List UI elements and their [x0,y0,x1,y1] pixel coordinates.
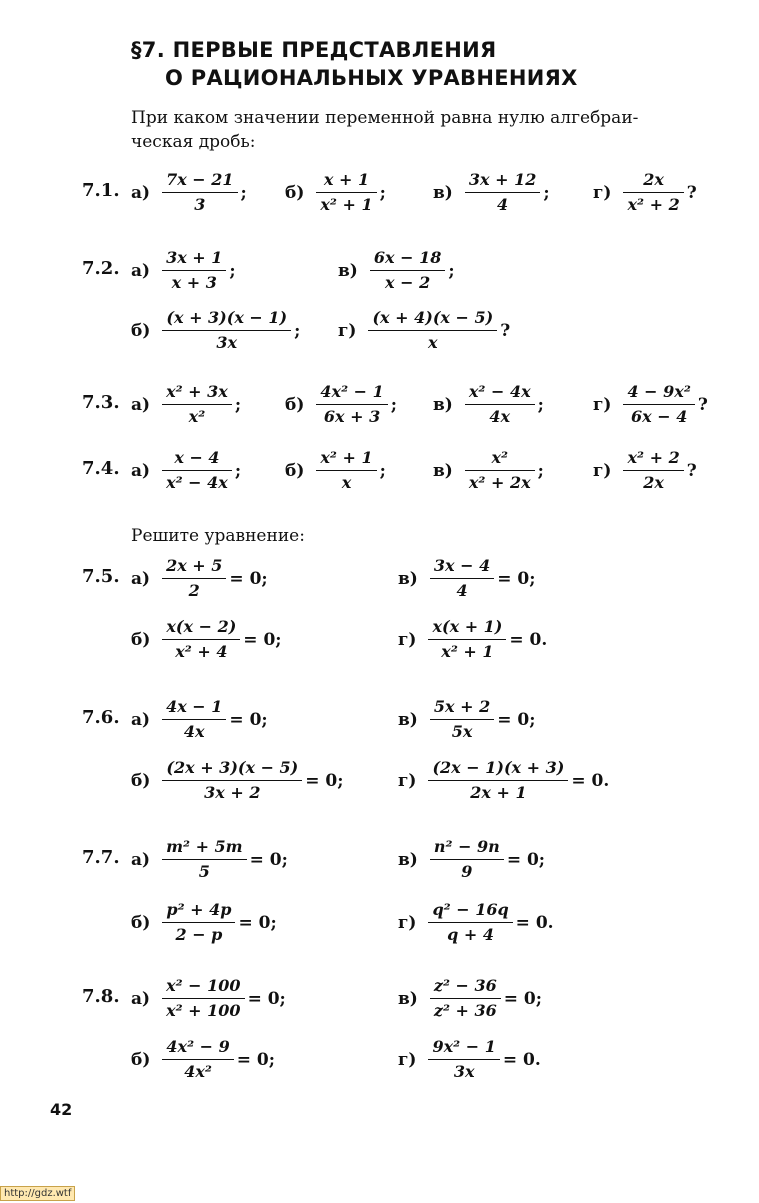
fraction [162,837,247,882]
fraction-numerator: x² + 2 [627,448,680,467]
item-label: б) [131,1049,151,1070]
fraction-denominator: 4 [465,192,540,215]
item-tail: ? [697,394,708,415]
exercise-item [131,900,277,945]
exercise-item [131,617,282,662]
item-tail: = 0; [503,988,543,1009]
fraction-denominator: x² + 1 [428,639,506,662]
exercise-item [433,448,544,493]
fraction [465,448,535,493]
problem-number: 7.8. [82,986,120,1007]
fraction [162,617,240,662]
item-tail: ; [234,394,242,415]
fraction-denominator: z² + 36 [430,998,501,1021]
exercise-item [593,448,697,493]
item-label: в) [338,260,358,281]
exercise-item [433,382,544,427]
item-label: а) [131,568,151,589]
section-title-line1: §7. ПЕРВЫЕ ПРЕДСТАВЛЕНИЯ [131,38,497,62]
item-tail: ; [543,182,550,203]
fraction-numerator: 3x + 1 [166,248,223,267]
exercise-item [131,697,268,742]
fraction-numerator: x(x + 1) [432,617,503,636]
fraction [430,697,494,742]
fraction-numerator: (x + 3)(x − 1) [166,308,288,327]
fraction [368,308,497,353]
fraction-denominator: 2 [162,578,226,601]
exercise-item [338,308,510,353]
problem-number: 7.7. [82,847,120,868]
fraction-numerator: 3x + 12 [468,170,537,189]
fraction-numerator: n² − 9n [433,837,500,856]
item-tail: ; [234,460,242,481]
problem-number: 7.5. [82,566,120,587]
fraction-numerator: 4x − 1 [166,697,223,716]
item-tail: ; [537,460,544,481]
exercise-item [338,248,455,293]
item-label: г) [398,770,417,791]
intro-text [131,106,638,154]
fraction [623,170,683,215]
fraction [316,170,376,215]
item-label: в) [433,182,453,203]
fraction-denominator: 2x [623,470,683,493]
fraction-denominator: x [316,470,376,493]
fraction [162,697,226,742]
item-label: б) [131,320,151,341]
fraction-numerator: x(x − 2) [166,617,237,636]
fraction [316,382,387,427]
fraction [316,448,376,493]
fraction [465,382,535,427]
exercise-item [131,556,268,601]
item-label: а) [131,709,151,730]
fraction-numerator: 7x − 21 [166,170,234,189]
item-label: б) [131,629,151,650]
exercise-item [285,382,397,427]
fraction-denominator: q + 4 [428,922,512,945]
fraction-denominator: x [368,330,497,353]
problem-number: 7.6. [82,707,120,728]
fraction-denominator: 5x [430,719,494,742]
fraction [370,248,445,293]
fraction [162,900,235,945]
item-tail: = 0; [497,709,536,730]
fraction [162,758,302,803]
exercise-item [131,976,286,1021]
exercise-item [131,837,288,882]
fraction-numerator: z² − 36 [433,976,497,995]
exercise-item [131,382,241,427]
fraction [430,976,501,1021]
fraction-numerator: x² [491,448,509,467]
item-label: б) [285,394,305,415]
fraction-numerator: 6x − 18 [373,248,442,267]
exercise-item [593,382,708,427]
fraction-denominator: 4 [430,578,494,601]
item-tail: ; [294,320,301,341]
item-tail: ; [229,260,236,281]
exercise-item [398,617,547,662]
exercise-item [131,170,247,215]
fraction-denominator: 3x + 2 [162,780,302,803]
item-tail: = 0; [506,849,546,870]
fraction-numerator: x² + 3x [166,382,228,401]
item-tail: = 0; [247,988,286,1009]
exercise-item [131,758,344,803]
item-label: а) [131,460,151,481]
problem-number: 7.1. [82,180,120,201]
fraction-denominator: x² + 4 [162,639,240,662]
item-tail: ; [240,182,247,203]
item-tail: ; [390,394,398,415]
fraction-denominator: 6x + 3 [316,404,387,427]
exercise-item [398,837,545,882]
section-title [131,36,578,92]
item-label: в) [433,394,453,415]
item-tail: = 0. [502,1049,541,1070]
fraction-denominator: x² + 2x [465,470,535,493]
item-tail: ? [500,320,511,341]
item-label: г) [593,460,612,481]
item-tail: = 0; [238,912,277,933]
intro-line: При каком значении переменной равна нулю алгебраи- [131,108,639,128]
fraction-denominator: 6x − 4 [623,404,694,427]
item-tail: = 0. [509,629,548,650]
exercise-item [398,697,536,742]
fraction [428,900,512,945]
fraction-denominator: x + 3 [162,270,226,293]
fraction-numerator: q² − 16q [432,900,509,919]
fraction [623,382,694,427]
fraction-numerator: (2x + 3)(x − 5) [166,758,299,777]
solve-heading: Решите уравнение: [131,526,305,546]
problem-number: 7.2. [82,258,120,279]
fraction [428,758,568,803]
item-label: г) [593,182,612,203]
fraction-denominator: 3x [162,330,291,353]
item-tail: = 0; [229,568,268,589]
item-tail: = 0; [249,849,288,870]
item-tail: = 0; [497,568,536,589]
fraction [162,170,237,215]
item-label: г) [338,320,357,341]
fraction-numerator: x − 4 [174,448,220,467]
fraction-denominator: 4x [162,719,226,742]
fraction-numerator: x + 1 [323,170,370,189]
fraction-numerator: m² + 5m [166,837,243,856]
item-label: в) [398,568,418,589]
item-label: в) [398,988,418,1009]
fraction [162,448,232,493]
item-label: б) [131,770,151,791]
fraction-denominator: 2 − p [162,922,235,945]
fraction-numerator: 4x² − 9 [166,1037,230,1056]
fraction-numerator: (x + 4)(x − 5) [372,308,494,327]
exercise-item [398,1037,541,1082]
fraction-numerator: 9x² − 1 [432,1037,496,1056]
problem-number: 7.3. [82,392,120,413]
fraction-denominator: x² + 1 [316,192,376,215]
fraction [162,976,245,1021]
fraction-numerator: p² + 4p [166,900,232,919]
watermark-link[interactable]: http://gdz.wtf [0,1186,75,1201]
item-label: б) [285,460,305,481]
item-label: г) [398,1049,417,1070]
fraction-denominator: 4x [465,404,535,427]
fraction-numerator: 5x + 2 [433,697,491,716]
fraction [430,556,494,601]
fraction [623,448,683,493]
problem-number: 7.4. [82,458,120,479]
exercise-item [398,976,542,1021]
item-label: г) [593,394,612,415]
item-tail: ? [686,460,697,481]
fraction [465,170,540,215]
fraction-numerator: 2x + 5 [166,556,223,575]
fraction-numerator: 2x [643,170,664,189]
fraction-denominator: x − 2 [370,270,445,293]
fraction [162,1037,233,1082]
fraction-denominator: x² + 100 [162,998,245,1021]
fraction-denominator: 5 [162,859,247,882]
fraction-numerator: (2x − 1)(x + 3) [432,758,565,777]
exercise-item [131,308,300,353]
item-label: г) [398,629,417,650]
fraction-numerator: x² + 1 [320,448,373,467]
fraction-numerator: 4 − 9x² [627,382,691,401]
exercise-item [398,758,609,803]
item-tail: = 0; [229,709,268,730]
exercise-item [593,170,697,215]
item-label: в) [398,849,418,870]
exercise-item [398,900,554,945]
exercise-item [131,1037,275,1082]
exercise-item [285,448,386,493]
fraction [162,308,291,353]
fraction-numerator: x² − 100 [166,976,241,995]
fraction-denominator: 9 [430,859,504,882]
item-label: б) [285,182,305,203]
fraction-denominator: 3 [162,192,237,215]
fraction-denominator: 3x [428,1059,499,1082]
fraction [428,617,506,662]
fraction-numerator: 4x² − 1 [320,382,384,401]
page-number: 42 [50,1100,73,1119]
item-label: а) [131,394,151,415]
item-tail: ; [537,394,544,415]
fraction [162,248,226,293]
item-label: в) [433,460,453,481]
item-label: а) [131,988,151,1009]
item-label: г) [398,912,417,933]
item-tail: ; [379,460,386,481]
section-title-line2: О РАЦИОНАЛЬНЫХ УРАВНЕНИЯХ [165,66,578,90]
fraction-numerator: x² − 4x [468,382,531,401]
fraction-denominator: x² − 4x [162,470,232,493]
item-tail: = 0; [305,770,344,791]
item-tail: = 0; [243,629,282,650]
fraction-denominator: 4x² [162,1059,233,1082]
exercise-item [131,448,241,493]
exercise-item [131,248,236,293]
item-label: в) [398,709,418,730]
item-tail: ? [686,182,697,203]
fraction-denominator: x² [162,404,232,427]
fraction [162,382,232,427]
exercise-item [433,170,550,215]
item-tail: ; [448,260,455,281]
fraction [428,1037,499,1082]
item-tail: = 0; [236,1049,276,1070]
item-label: а) [131,182,151,203]
fraction [162,556,226,601]
fraction-denominator: 2x + 1 [428,780,568,803]
fraction [430,837,504,882]
fraction-denominator: x² + 2 [623,192,683,215]
item-tail: = 0. [515,912,554,933]
exercise-item [398,556,536,601]
item-tail: ; [379,182,386,203]
item-tail: = 0. [571,770,610,791]
item-label: а) [131,849,151,870]
intro-line: ческая дробь: [131,132,256,152]
fraction-numerator: 3x − 4 [433,556,491,575]
item-label: б) [131,912,151,933]
exercise-item [285,170,386,215]
item-label: а) [131,260,151,281]
